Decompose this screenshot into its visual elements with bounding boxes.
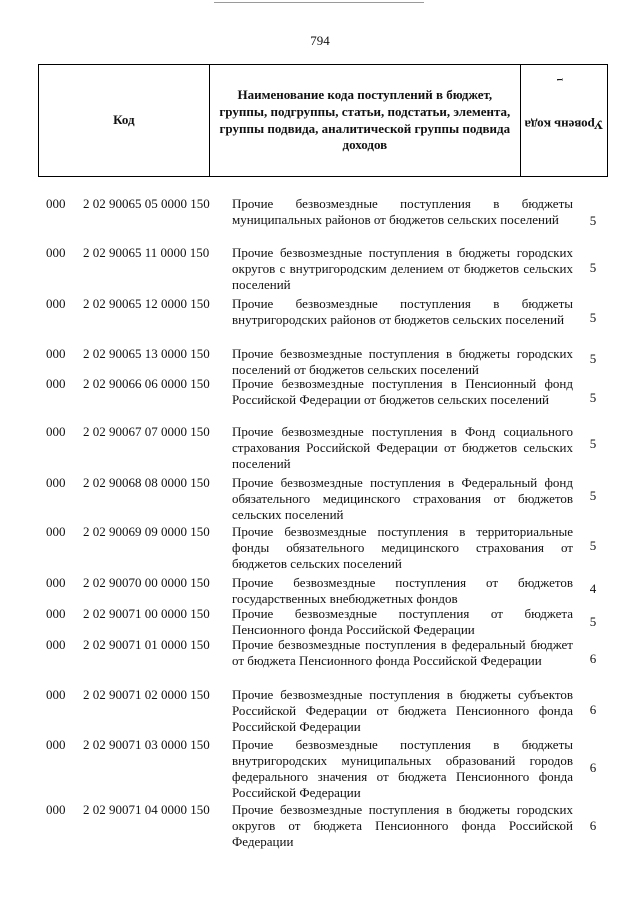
header-level-text: Уровень кода (524, 117, 604, 133)
row-code: 000 (46, 737, 66, 752)
row-kbk: 2 02 90065 05 0000 150 (83, 196, 210, 211)
row-kbk: 2 02 90069 09 0000 150 (83, 524, 210, 539)
top-divider (214, 2, 424, 3)
row-kbk: 2 02 90071 00 0000 150 (83, 606, 210, 621)
row-level: 5 (589, 351, 597, 366)
table-row (0, 802, 640, 852)
row-name: Прочие безвозмездные поступления в Пенсионный фонд Российской Федерации от бюджетов сельских поселений (232, 376, 573, 407)
table-header (38, 64, 608, 177)
table-row (0, 196, 640, 245)
row-kbk: 2 02 90070 00 0000 150 (83, 575, 210, 590)
table-row (0, 346, 640, 376)
row-name: Прочие безвозмездные поступления в бюджеты муниципальных районов от бюджетов сельских поселений (232, 196, 573, 227)
row-code: 000 (46, 346, 66, 361)
table-row (0, 687, 640, 737)
row-code: 000 (46, 687, 66, 702)
row-level: 5 (589, 436, 597, 451)
row-level: 4 (589, 581, 597, 596)
header-level-cell (521, 65, 607, 176)
row-level: 5 (589, 614, 597, 629)
table-row (0, 424, 640, 475)
row-level: 6 (589, 702, 597, 717)
table-row (0, 737, 640, 802)
row-kbk: 2 02 90065 11 0000 150 (83, 245, 210, 260)
table-row (0, 376, 640, 424)
row-kbk: 2 02 90071 03 0000 150 (83, 737, 210, 752)
row-code: 000 (46, 802, 66, 817)
row-code: 000 (46, 376, 66, 391)
header-code: Код (39, 65, 210, 176)
table-row (0, 575, 640, 606)
table-row (0, 606, 640, 637)
row-name: Прочие безвозмездные поступления в бюджеты городских округов от бюджета Пенсионного фонда Российской Федерации (232, 802, 573, 849)
row-name: Прочие безвозмездные поступления в бюджеты городских округов с внутригородским делением от бюджетов сельских поселений (232, 245, 573, 292)
row-level: 5 (589, 310, 597, 325)
row-kbk: 2 02 90071 01 0000 150 (83, 637, 210, 652)
row-kbk: 2 02 90065 13 0000 150 (83, 346, 210, 361)
row-kbk: 2 02 90068 08 0000 150 (83, 475, 210, 490)
row-name: Прочие безвозмездные поступления в федеральный бюджет от бюджета Пенсионного фонда Российской Федерации (232, 637, 573, 668)
row-code: 000 (46, 637, 66, 652)
row-level: 6 (589, 651, 597, 666)
header-level-footnote: 1 (555, 77, 565, 82)
row-name: Прочие безвозмездные поступления в Федеральный фонд обязательного медицинского страхования от бюджетов сельских поселений (232, 475, 573, 522)
row-code: 000 (46, 245, 66, 260)
header-level (524, 77, 604, 163)
row-code: 000 (46, 475, 66, 490)
table-row (0, 296, 640, 346)
row-name: Прочие безвозмездные поступления в бюджеты внутригородских районов от бюджетов сельских поселений (232, 296, 573, 327)
page-number: 794 (310, 33, 330, 48)
row-code: 000 (46, 424, 66, 439)
row-code: 000 (46, 196, 66, 211)
table-row (0, 475, 640, 524)
row-kbk: 2 02 90065 12 0000 150 (83, 296, 210, 311)
row-code: 000 (46, 606, 66, 621)
row-level: 5 (589, 390, 597, 405)
row-name: Прочие безвозмездные поступления в территориальные фонды обязательного медицинского страхования от бюджетов сельских поселений (232, 524, 573, 571)
row-level: 6 (589, 760, 597, 775)
table-row (0, 245, 640, 296)
row-kbk: 2 02 90067 07 0000 150 (83, 424, 210, 439)
row-name: Прочие безвозмездные поступления от бюджетов государственных внебюджетных фондов (232, 575, 573, 606)
row-kbk: 2 02 90066 06 0000 150 (83, 376, 210, 391)
table-row (0, 637, 640, 687)
row-level: 6 (589, 818, 597, 833)
table-row (0, 524, 640, 575)
row-level: 5 (589, 538, 597, 553)
row-name: Прочие безвозмездные поступления в бюджеты городских поселений от бюджетов сельских поселений (232, 346, 573, 377)
row-kbk: 2 02 90071 04 0000 150 (83, 802, 210, 817)
row-code: 000 (46, 575, 66, 590)
row-code: 000 (46, 296, 66, 311)
row-level: 5 (589, 213, 597, 228)
row-kbk: 2 02 90071 02 0000 150 (83, 687, 210, 702)
header-name: Наименование кода поступлений в бюджет, группы, подгруппы, статьи, подстатьи, элемента, группы подвида, аналитической группы подвида доходов (210, 65, 521, 176)
row-level: 5 (589, 488, 597, 503)
row-code: 000 (46, 524, 66, 539)
row-name: Прочие безвозмездные поступления в бюджеты субъектов Российской Федерации от бюджета Пенсионного фонда Российской Федерации (232, 687, 573, 734)
row-name: Прочие безвозмездные поступления от бюджета Пенсионного фонда Российской Федерации (232, 606, 573, 637)
row-level: 5 (589, 260, 597, 275)
row-name: Прочие безвозмездные поступления в бюджеты внутригородских муниципальных образований городов федерального значения от бюджета Пенсионного фонда Российской Федерации (232, 737, 573, 800)
table-body (0, 196, 640, 852)
row-name: Прочие безвозмездные поступления в Фонд социального страхования Российской Федерации от бюджетов сельских поселений (232, 424, 573, 471)
